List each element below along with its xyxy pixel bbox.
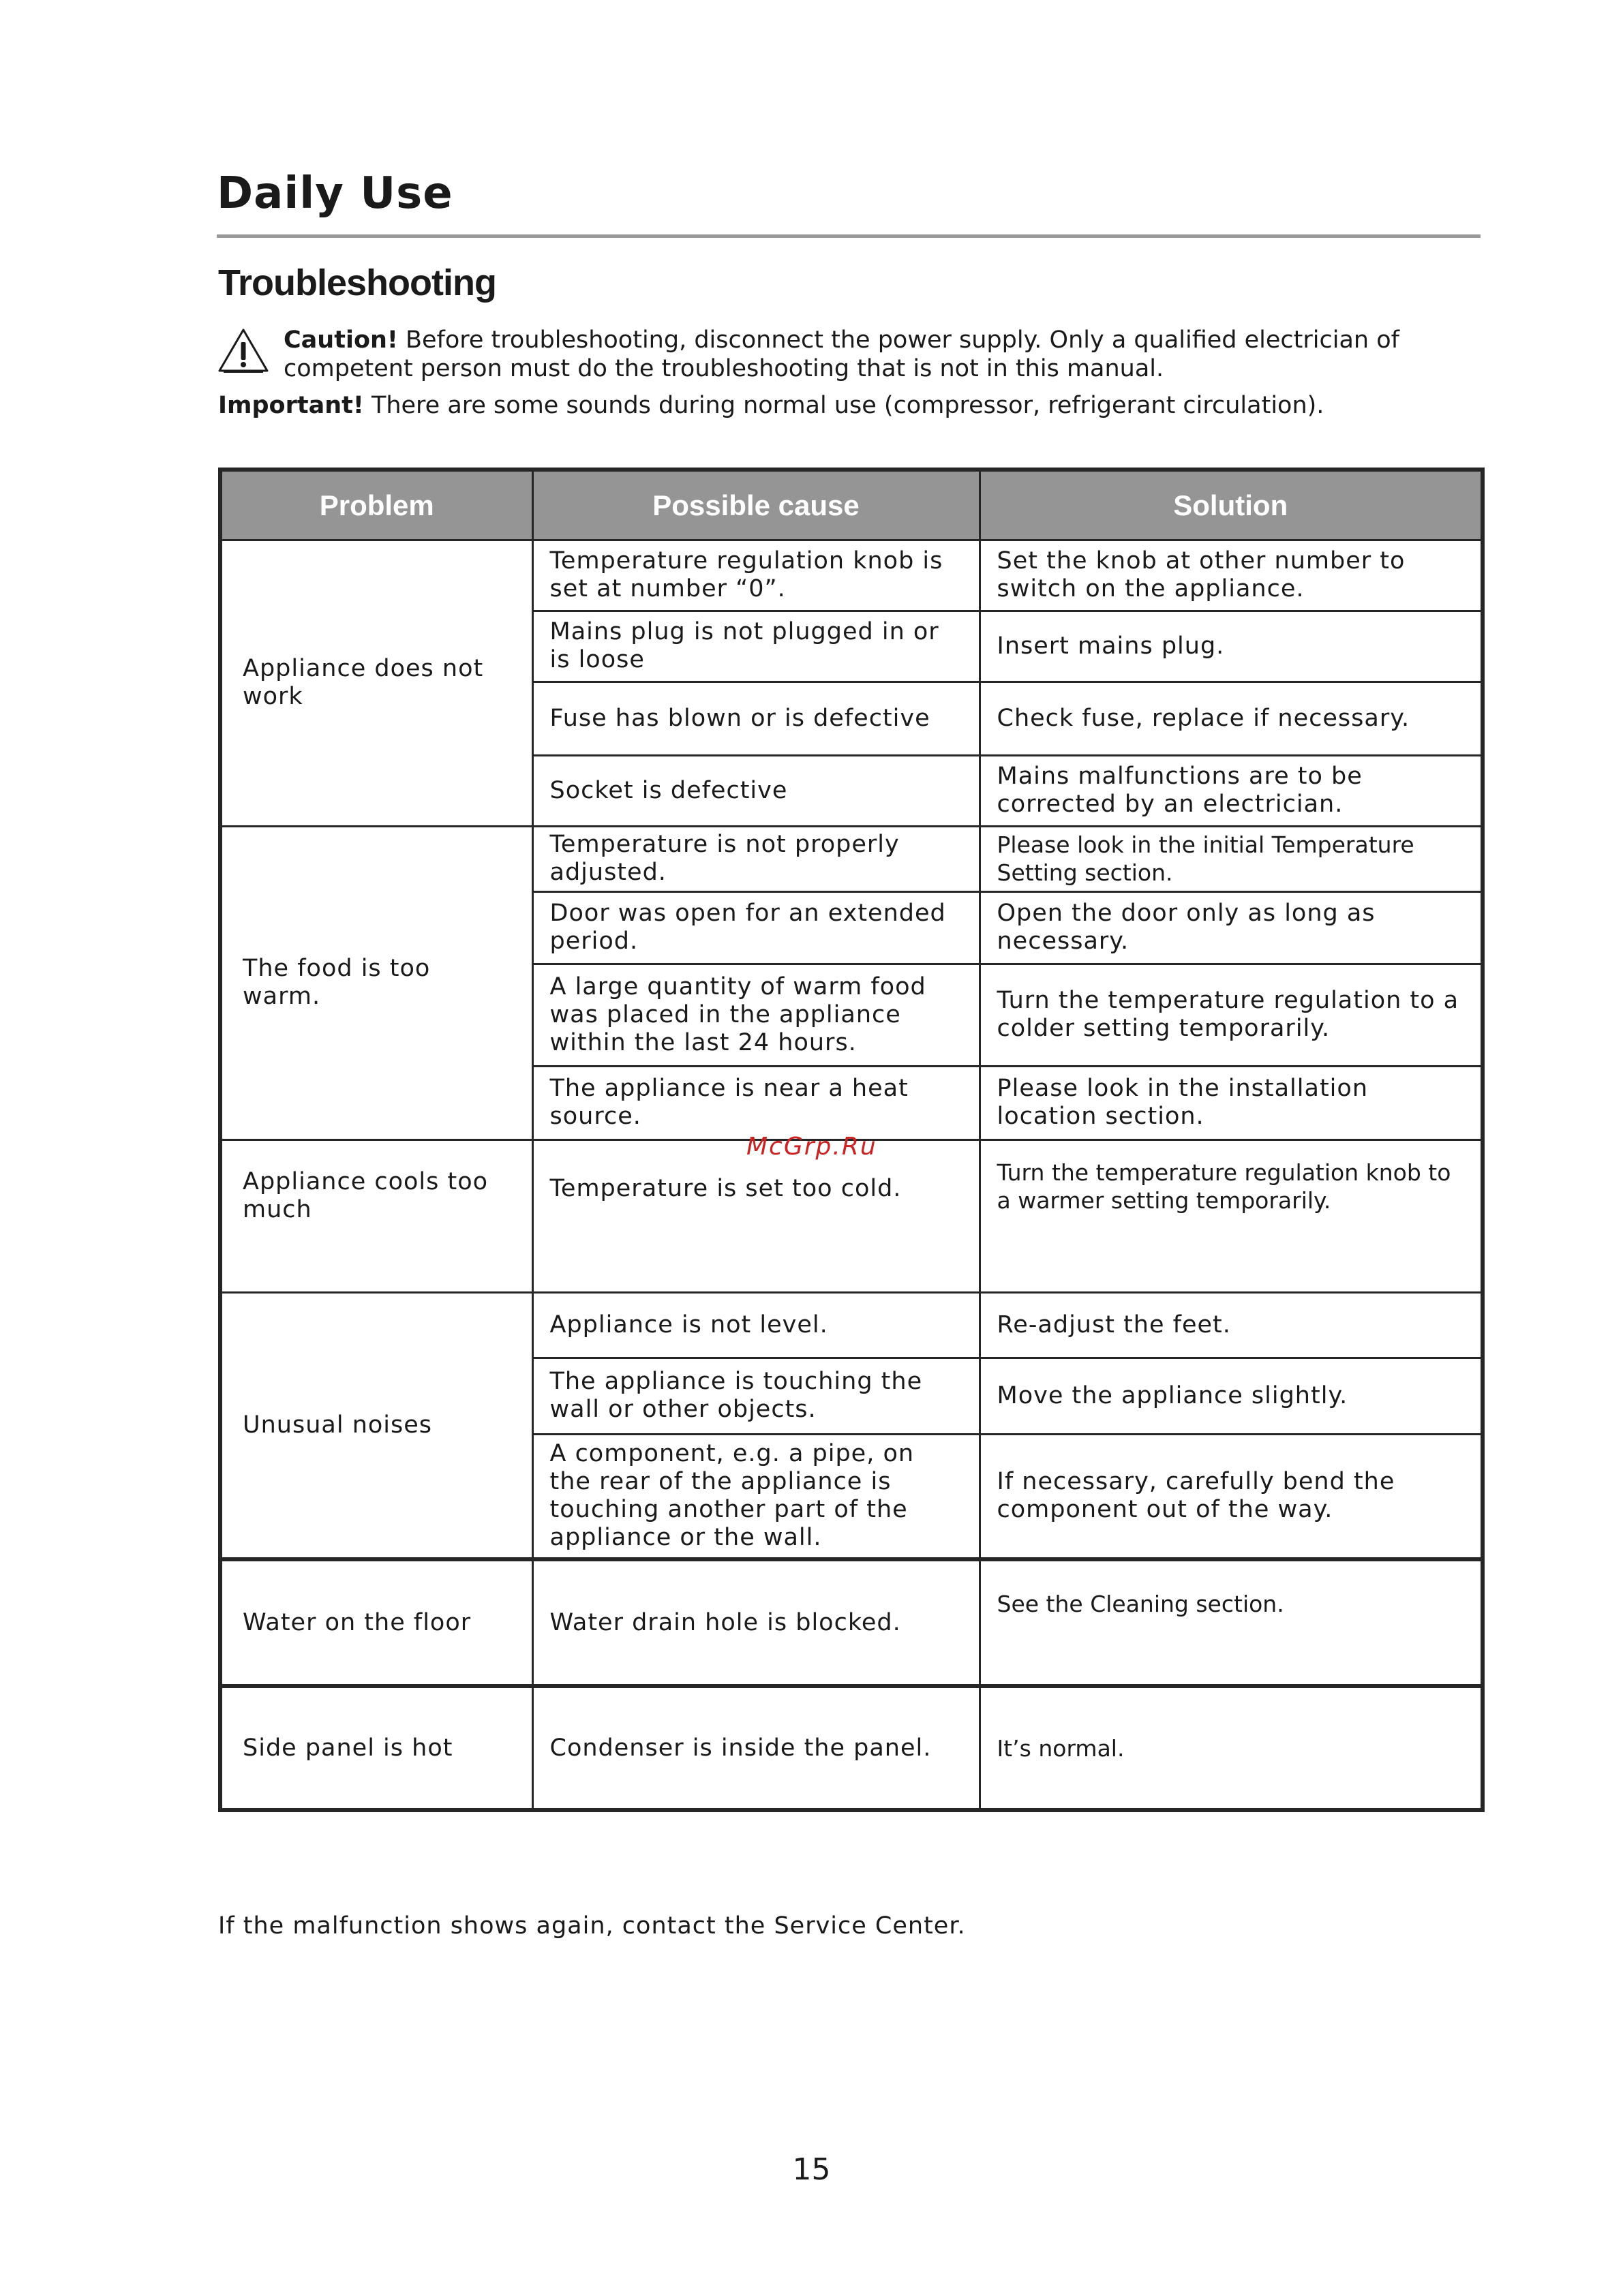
cause-cell: The appliance is touching the wall or other objects. (532, 1358, 980, 1434)
cause-cell: Fuse has blown or is defective (532, 682, 980, 755)
header-problem: Problem (220, 470, 532, 540)
solution-cell: Please look in the installation location section. (980, 1066, 1483, 1139)
important-note (218, 391, 1479, 420)
solution-cell: Turn the temperature regulation knob to a warmer setting temporarily. (980, 1139, 1483, 1292)
table-header-row (220, 470, 1483, 540)
problem-cell: Unusual noises (220, 1292, 532, 1559)
solution-cell: It’s normal. (980, 1686, 1483, 1810)
caution-body: Before troubleshooting, disconnect the power supply. Only a qualified electrician of competent person must do the troubleshooting that is not in this manual. (284, 326, 1399, 382)
cause-cell: Door was open for an extended period. (532, 891, 980, 964)
header-solution: Solution (980, 470, 1483, 540)
problem-cell: Appliance cools too much (220, 1139, 532, 1292)
solution-cell: Set the knob at other number to switch on the appliance. (980, 540, 1483, 611)
caution-note (284, 326, 1456, 383)
problem-cell: Appliance does not work (220, 540, 532, 826)
table-row (220, 1292, 1483, 1358)
cause-cell: A component, e.g. a pipe, on the rear of the appliance is touching another part of the appliance or the wall. (532, 1434, 980, 1559)
important-body: There are some sounds during normal use (compressor, refrigerant circulation). (363, 392, 1324, 419)
solution-cell: Turn the temperature regulation to a colder setting temporarily. (980, 964, 1483, 1066)
title-divider (217, 234, 1481, 238)
page-title: Daily Use (217, 168, 453, 219)
problem-cell: Side panel is hot (220, 1686, 532, 1810)
solution-cell: If necessary, carefully bend the component out of the way. (980, 1434, 1483, 1559)
table-row (220, 1139, 1483, 1292)
solution-cell: Please look in the initial Temperature Setting section. (980, 826, 1483, 891)
cause-cell: Appliance is not level. (532, 1292, 980, 1358)
problem-cell: Water on the floor (220, 1559, 532, 1686)
solution-cell: Open the door only as long as necessary. (980, 891, 1483, 964)
solution-cell: Check fuse, replace if necessary. (980, 682, 1483, 755)
section-title: Troubleshooting (218, 262, 496, 303)
page-number: 15 (792, 2152, 831, 2187)
cause-cell: Condenser is inside the panel. (532, 1686, 980, 1810)
cause-cell: The appliance is near a heat source. (532, 1066, 980, 1139)
solution-cell: Re-adjust the feet. (980, 1292, 1483, 1358)
important-label: Important! (218, 392, 364, 419)
problem-cell: The food is too warm. (220, 826, 532, 1139)
watermark: McGrp.Ru (746, 1133, 877, 1161)
caution-label: Caution! (284, 326, 398, 354)
footer-note: If the malfunction shows again, contact the Service Center. (218, 1912, 966, 1940)
warning-triangle-icon (217, 327, 270, 375)
header-possible-cause: Possible cause (532, 470, 980, 540)
solution-cell: Move the appliance slightly. (980, 1358, 1483, 1434)
table-row (220, 826, 1483, 891)
solution-cell: Insert mains plug. (980, 611, 1483, 682)
solution-cell: Mains malfunctions are to be corrected by an electrician. (980, 755, 1483, 826)
cause-cell: Temperature regulation knob is set at number “0”. (532, 540, 980, 611)
solution-cell: See the Cleaning section. (980, 1559, 1483, 1686)
table-row (220, 1686, 1483, 1810)
table-row (220, 540, 1483, 611)
cause-cell: Water drain hole is blocked. (532, 1559, 980, 1686)
cause-cell: Temperature is set too cold. (532, 1139, 980, 1292)
cause-cell: A large quantity of warm food was placed in the appliance within the last 24 hours. (532, 964, 980, 1066)
table-row (220, 1559, 1483, 1686)
cause-cell: Socket is defective (532, 755, 980, 826)
cause-cell: Temperature is not properly adjusted. (532, 826, 980, 891)
cause-cell: Mains plug is not plugged in or is loose (532, 611, 980, 682)
